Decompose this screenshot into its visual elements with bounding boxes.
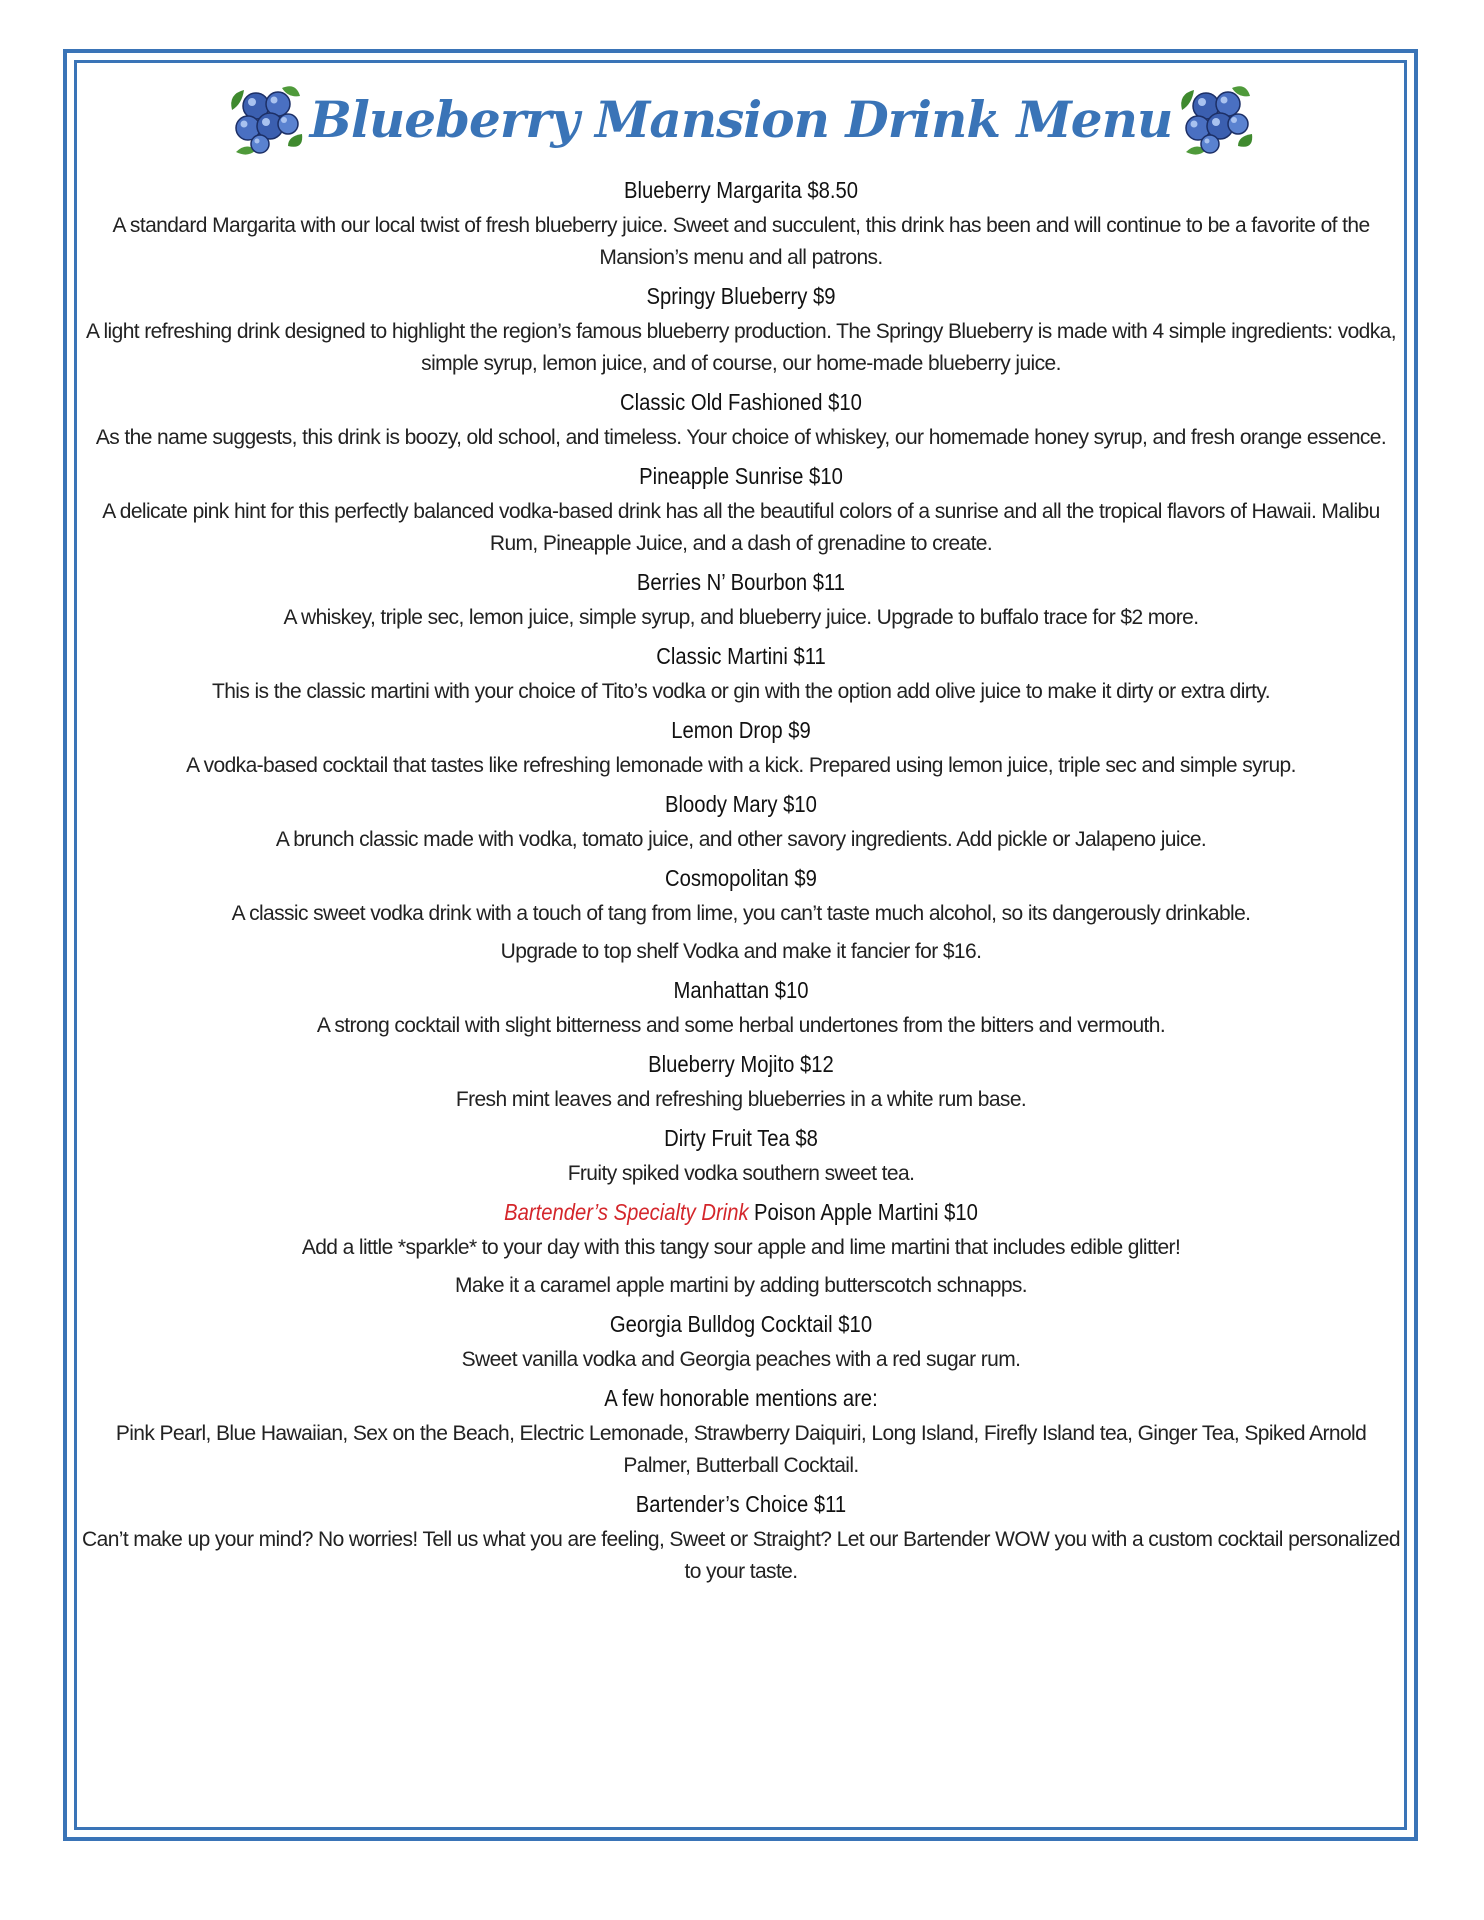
menu-item xyxy=(80,714,1402,782)
item-description: A light refreshing drink designed to highlight the region’s famous blueberry production. The Springy Blueberry is made with 4 simple ingredients: vodka, simple syrup, lemon juice, and of course, our home-made blueberry juice. xyxy=(86,320,1396,375)
item-name: Dirty Fruit Tea $8 xyxy=(664,1125,818,1151)
item-name: Springy Blueberry $9 xyxy=(646,283,836,309)
item-name: Classic Martini $11 xyxy=(656,643,826,669)
item-description: A vodka-based cocktail that tastes like refreshing lemonade with a kick. Prepared using lemon juice, triple sec and simple syrup. xyxy=(186,754,1296,777)
item-name-row xyxy=(159,1196,1322,1228)
item-description: Add a little *sparkle* to your day with this tangy sour apple and lime martini that includes edible glitter! xyxy=(301,1236,1181,1259)
item-name: Manhattan $10 xyxy=(673,977,809,1003)
item-name: Classic Old Fashioned $10 xyxy=(620,389,862,415)
menu-item xyxy=(80,862,1402,968)
menu-content xyxy=(80,64,1402,1594)
item-name: Poison Apple Martini $10 xyxy=(753,1199,978,1225)
item-description: A classic sweet vodka drink with a touch of tang from lime, you can’t taste much alcohol, so its dangerously drinkable. xyxy=(231,902,1251,925)
item-upgrade-note: Upgrade to top shelf Vodka and make it fancier for $16. xyxy=(500,940,982,963)
item-name: Bartender’s Choice $11 xyxy=(635,1491,847,1517)
item-description: Can’t make up your mind? No worries! Tell us what you are feeling, Sweet or Straight? Let our Bartender WOW you with a custom cocktail personalized to your taste. xyxy=(82,1528,1400,1583)
item-description: A delicate pink hint for this perfectly balanced vodka-based drink has all the beautiful colors of a sunrise and all the tropical flavors of Hawaii. Malibu Rum, Pineapple Juice, and a dash of grenadine to create. xyxy=(102,500,1380,555)
item-description: A strong cocktail with slight bitterness and some herbal undertones from the bitters and vermouth. xyxy=(316,1014,1166,1037)
menu-item xyxy=(80,386,1402,454)
item-name: Lemon Drop $9 xyxy=(671,717,811,743)
item-description: Fresh mint leaves and refreshing blueberries in a white rum base. xyxy=(455,1088,1027,1111)
item-name: Blueberry Mojito $12 xyxy=(648,1051,834,1077)
item-name: Berries N’ Bourbon $11 xyxy=(636,569,846,595)
blueberry-cluster-icon xyxy=(1176,80,1256,158)
honorable-mentions xyxy=(80,1382,1402,1482)
menu-item xyxy=(80,1488,1402,1588)
item-description: Sweet vanilla vodka and Georgia peaches with a red sugar rum. xyxy=(461,1348,1021,1371)
menu-item xyxy=(80,566,1402,634)
menu-item xyxy=(80,1122,1402,1190)
menu-item-specialty xyxy=(80,1196,1402,1302)
mentions-list: Pink Pearl, Blue Hawaiian, Sex on the Beach, Electric Lemonade, Strawberry Daiquiri, Long Island, Firefly Island tea, Ginger Tea, Spiked Arnold Palmer, Butterball Cocktail. xyxy=(115,1422,1367,1477)
item-description: As the name suggests, this drink is boozy, old school, and timeless. Your choice of whiskey, our homemade honey syrup, and fresh orange essence. xyxy=(95,426,1387,449)
item-name: Blueberry Margarita $8.50 xyxy=(623,177,858,203)
section-heading: A few honorable mentions are: xyxy=(604,1385,878,1411)
item-name: Georgia Bulldog Cocktail $10 xyxy=(609,1311,873,1337)
specialty-label: Bartender’s Specialty Drink xyxy=(504,1199,749,1225)
menu-item xyxy=(80,280,1402,380)
menu-item xyxy=(80,460,1402,560)
menu-item xyxy=(80,974,1402,1042)
item-description: A standard Margarita with our local twist of fresh blueberry juice. Sweet and succulent, this drink has been and will continue to be a favorite of the Mansion’s menu and all patrons. xyxy=(112,214,1370,269)
item-upgrade-note: Make it a caramel apple martini by adding butterscotch schnapps. xyxy=(454,1274,1028,1297)
item-name: Pineapple Sunrise $10 xyxy=(639,463,843,489)
item-description: A whiskey, triple sec, lemon juice, simple syrup, and blueberry juice. Upgrade to buffalo trace for $2 more. xyxy=(283,606,1199,629)
menu-item xyxy=(80,1048,1402,1116)
item-description: This is the classic martini with your choice of Tito’s vodka or gin with the option add olive juice to make it dirty or extra dirty. xyxy=(211,680,1270,703)
blueberry-cluster-icon xyxy=(226,80,306,158)
title-row xyxy=(80,64,1402,174)
item-name: Bloody Mary $10 xyxy=(665,791,817,817)
item-name: Cosmopolitan $9 xyxy=(665,865,817,891)
item-description: A brunch classic made with vodka, tomato juice, and other savory ingredients. Add pickle or Jalapeno juice. xyxy=(275,828,1207,851)
menu-item xyxy=(80,640,1402,708)
menu-item xyxy=(80,1308,1402,1376)
menu-item xyxy=(80,788,1402,856)
item-description: Fruity spiked vodka southern sweet tea. xyxy=(567,1162,915,1185)
menu-item xyxy=(80,174,1402,274)
menu-title: Blueberry Mansion Drink Menu xyxy=(309,89,1173,149)
